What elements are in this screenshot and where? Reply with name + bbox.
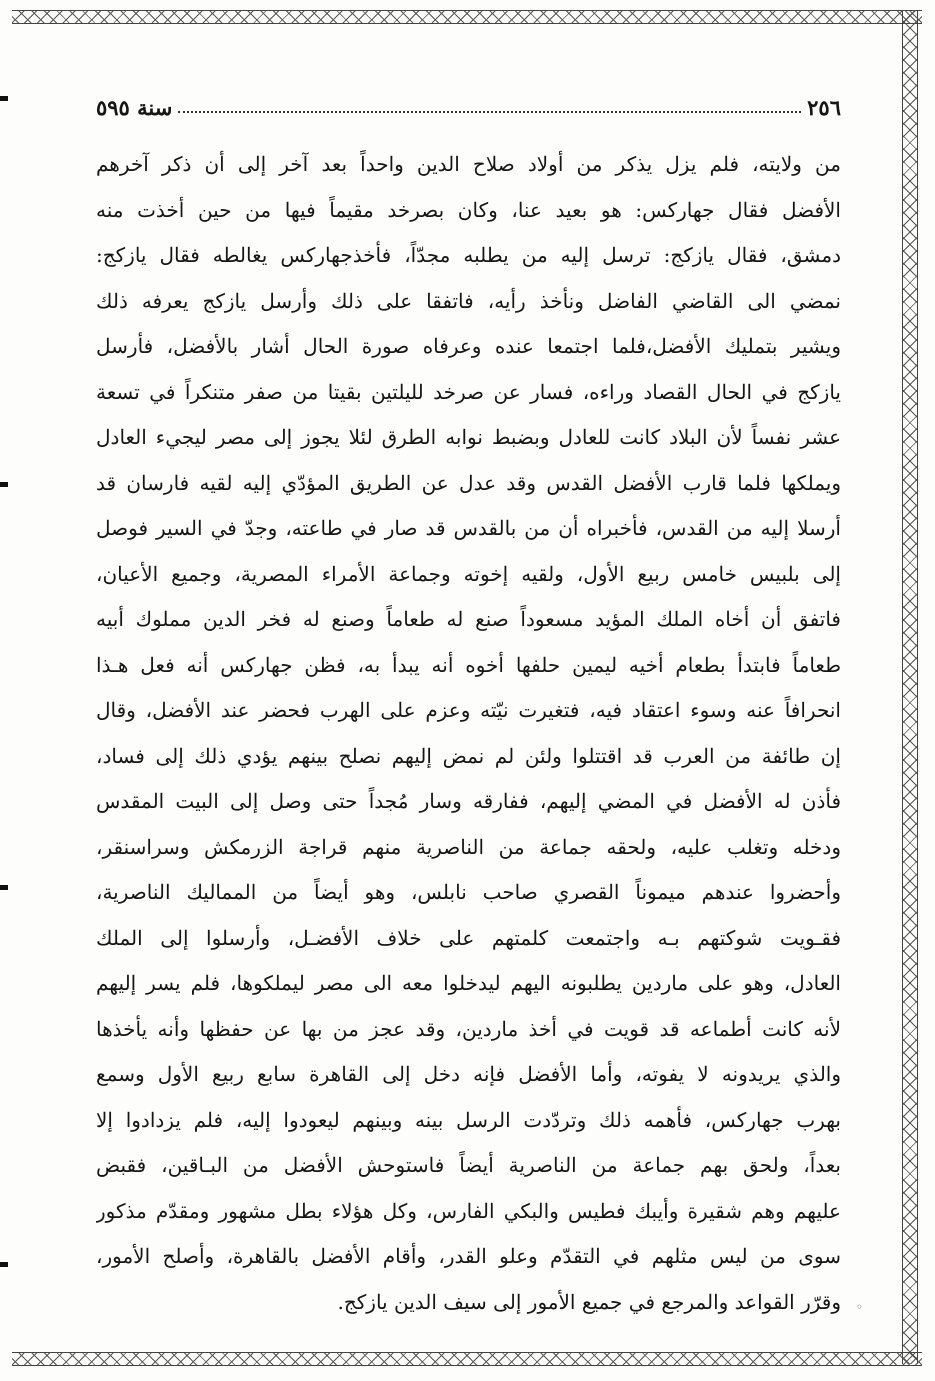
text-line: ودخله وتغلب عليه، ولحقه جماعة من الناصرية منهم قراجة الزرمكش وسراسنقر، (96, 834, 841, 859)
text-line: سوى من ليس مثلهم في التقدّم وعلو القدر، وأقام الأفضل بالقاهرة، وأصلح الأمور، (96, 1244, 841, 1268)
text-line: وقرّر القواعد والمرجع في جميع الأمور إلى سيف الدين يازكج. (337, 1289, 841, 1314)
text-line: ويشير بتمليك الأفضل،فلما اجتمعا عنده وعرفاه صورة الحال أشار بالأفضل، فأرسل (96, 334, 841, 358)
body-text (96, 142, 841, 1325)
text-line: أرسلا إليه من القدس، فأخبراه أن من بالقدس قد صار في طاعته، وجدّ في السير فوصل (96, 516, 841, 540)
top-border-ornament (12, 10, 922, 24)
margin-mark (0, 1262, 8, 1267)
text-line: انحرافاً عنه وسوء اعتقاد فيه، فتغيرت نيّته وعزم على الهرب فحضر عند الأفضل، وقال (96, 698, 841, 722)
text-line: دمشق، فقال يازكج: ترسل إليه من يطلبه مجدّاً، فأخذجهاركس يغالطه فقال يازكج: (96, 243, 841, 267)
text-line: وأحضروا عندهم ميموناً القصري صاحب نابلس، وهو أيضاً من المماليك الناصرية، (96, 880, 841, 904)
page-number: ٢٥٦ (807, 95, 841, 120)
text-line: ويملكها فلما قارب الأفضل القدس وقد عدل عن الطريق المؤدّي إليه لقيه فارسان قد (96, 470, 841, 495)
header-dotted-leader (178, 111, 801, 113)
text-line: عليهم وهم شقيرة وأيبك فطيس والبكي الفارس، وكل هؤلاء بطل مشهور ومقدّم مذكور (96, 1198, 841, 1223)
text-line: بهرب جهاركس، فأهمه ذلك وتردّدت الرسل بينه وبينهم ليعودوا إليه، فلم يزدادوا إلا (96, 1107, 841, 1132)
text-line: فقـويت شوكتهم بـه واجتمعت كلمتهم على خلاف الأفضـل، وأرسلوا إلى الملك (96, 925, 841, 950)
text-line: العادل، وهو على ماردين يطلبونه اليهم ليدخلوا معه الى مصر ليملكوها، فلم يسر إليهم (96, 971, 841, 995)
text-line: والذي يريدونه لا يفوته، وأما الأفضل فإنه دخل إلى القاهرة سابع ربيع الأول وسمع (96, 1062, 841, 1086)
bottom-border-ornament (12, 1352, 922, 1366)
margin-mark (0, 482, 8, 487)
text-line: الأفضل فقال جهاركس: هو بعيد عنا، وكان بصرخد مقيماً فيها من حين أخذت منه (96, 197, 841, 222)
margin-mark (0, 885, 8, 890)
right-border-ornament (902, 10, 918, 1364)
text-line: يازكج في الحال القصاد وراءه، فسار عن صرخد لليلتين بقيتا من صفر متنكراً في تسعة (96, 379, 841, 404)
text-line: فاتفق أن أخاه الملك المؤيد مسعوداً صنع له طعاماً وصنع له فخر الدين مملوك أبيه (96, 607, 841, 631)
margin-mark (0, 96, 8, 101)
text-line: فأذن له الأفضل في المضي إليهم، ففارقه وسار مُجداً حتى وصل إلى البيت المقدس (96, 789, 841, 813)
text-line: إلى بلبيس خامس ربيع الأول، ولقيه إخوته وجماعة الأمراء المصرية، وجميع الأعيان، (96, 561, 841, 586)
text-line: إن طائفة من العرب قد اقتتلوا ولئن لم نمض إليهم نصلح بينهم يؤدي ذلك إلى فساد، (96, 743, 841, 768)
text-line: عشر نفساً لأن البلاد كانت للعادل وبضبط نوابه الطرق لئلا يجوز إلى مصر ليجيء العادل (96, 425, 841, 449)
text-line: بعداً، ولحق بهم جماعة من الناصرية أيضاً فاستوحش الأفضل من البـاقين، فقبض (96, 1153, 841, 1177)
text-line: لأنه كانت أطماعه قد قويت في أخذ ماردين، وقد عجز من بها عن حفظها وأنه يأخذها (96, 1016, 841, 1041)
text-line: من ولايته، فلم يزل يذكر من أولاد صلاح الدين واحداً بعد آخر إلى أن ذكر آخرهم (96, 152, 841, 176)
year-label: سنة ٥٩٥ (96, 95, 173, 120)
corner-smudge-mark: ◦ (856, 1300, 864, 1314)
text-line: طعاماً فابتدأ بطعام أخيه ليمين حلفها أخوه أنه يبدأ به، فظن جهاركس أنه فعل هـذا (96, 652, 841, 677)
text-line: نمضي الى القاضي الفاضل ونأخذ رأيه، فاتفقا على ذلك وأرسل يازكج يعرفه ذلك (96, 288, 841, 313)
running-header (96, 86, 841, 120)
